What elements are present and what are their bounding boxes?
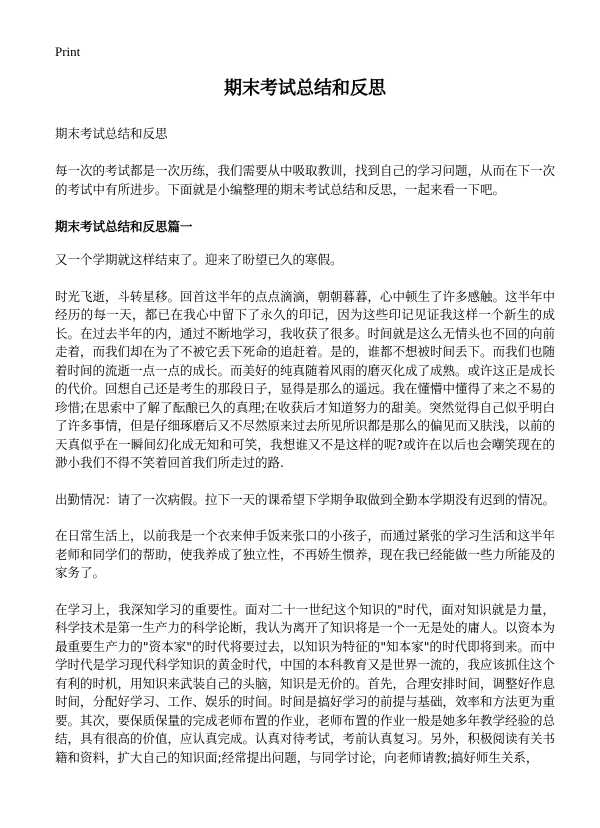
paragraph-study: 在学习上，我深知学习的重要性。面对二十一世纪这个知识的"时代，面对知识就是力量，科学技术是第一生产力的科学论断，我认为离开了知识将是一个一无是处的庸人。以资本为最重要生产力的"资本家"的时代将要过去，以知识为特征的"知本家"的时代即将到来。而中学时代是学习现代科学知识的黄金时代，中国的本科教育又是世界一流的，我应该抓住这个有利的时机，用知识来武装自己的头脑，知识是无价的。首先，合理安排时间，调整好作息时间，分配好学习、工作、娱乐的时间。时间是搞好学习的前提与基础，效率和方法更为重要。其次，要保质保量的完成老师布置的作业，老师布置的作业一般是她多年教学经验的总结，具有很高的价值，应认真完成。认真对待考试，考前认真复习。另外，积极阅读有关书籍和资料，扩大自己的知识面;经常提出问题，与同学讨论，向老师请教;搞好师生关系， — [55, 601, 556, 765]
document-body — [55, 78, 555, 785]
section-heading: 期末考试总结和反思篇一 — [55, 219, 193, 234]
paragraph-attendance: 出勤情况：请了一次病假。拉下一天的课希望下学期争取做到全勤本学期没有迟到的情况。 — [55, 491, 556, 507]
document-subtitle: 期末考试总结和反思 — [55, 126, 168, 141]
paragraph-daily-life: 在日常生活上，以前我是一个衣来伸手饭来张口的小孩子，而通过紧张的学习生活和这半年老师和同学们的帮助，使我养成了独立性，不再娇生惯养，现在我已经能做一些力所能及的家务了。 — [55, 528, 556, 580]
paragraph-reflection: 时光飞逝，斗转星移。回首这半年的点点滴滴，朝朝暮暮，心中顿生了许多感触。这半年中经历的每一天，都已在我心中留下了永久的印记，因为这些印记见证我这样一个新生的成长。在过去半年的内，通过不断地学习，我收获了很多。时间就是这么无情头也不回的向前走着，而我们却在为了不被它丢下死命的追赶着。是的，谁都不想被时间丢下。而我们也随着时间的流逝一点一点的成长。而美好的纯真随着风雨的磨灭化成了成熟。或许这正是成长的代价。回想自己还是考生的那段日子，显得是那么的遥远。我在懂懵中懂得了来之不易的珍惜;在思索中了解了酝酿已久的真理;在收获后才知道努力的甜美。突然觉得自己似乎明白了许多事情，但是仔细琢磨后又不尽然原来过去所见所识都是那么的偏见而又肤浅，以前的天真似乎在一瞬间幻化成无知和可笑，我想谁又不是这样的呢?或许在以后也会嘲笑现在的渺小我们不得不笑着回首我们所走过的路. — [55, 288, 556, 470]
paragraph-winter-break: 又一个学期就这样结束了。迎来了盼望已久的寒假。 — [55, 252, 343, 267]
page-title: 期末考试总结和反思 — [224, 78, 386, 99]
intro-paragraph: 每一次的考试都是一次历练，我们需要从中吸取教训，找到自己的学习问题，从而在下一次的考试中有所进步。下面就是小编整理的期末考试总结和反思，一起来看一下吧。 — [55, 163, 556, 197]
print-link[interactable]: Print — [55, 44, 81, 59]
